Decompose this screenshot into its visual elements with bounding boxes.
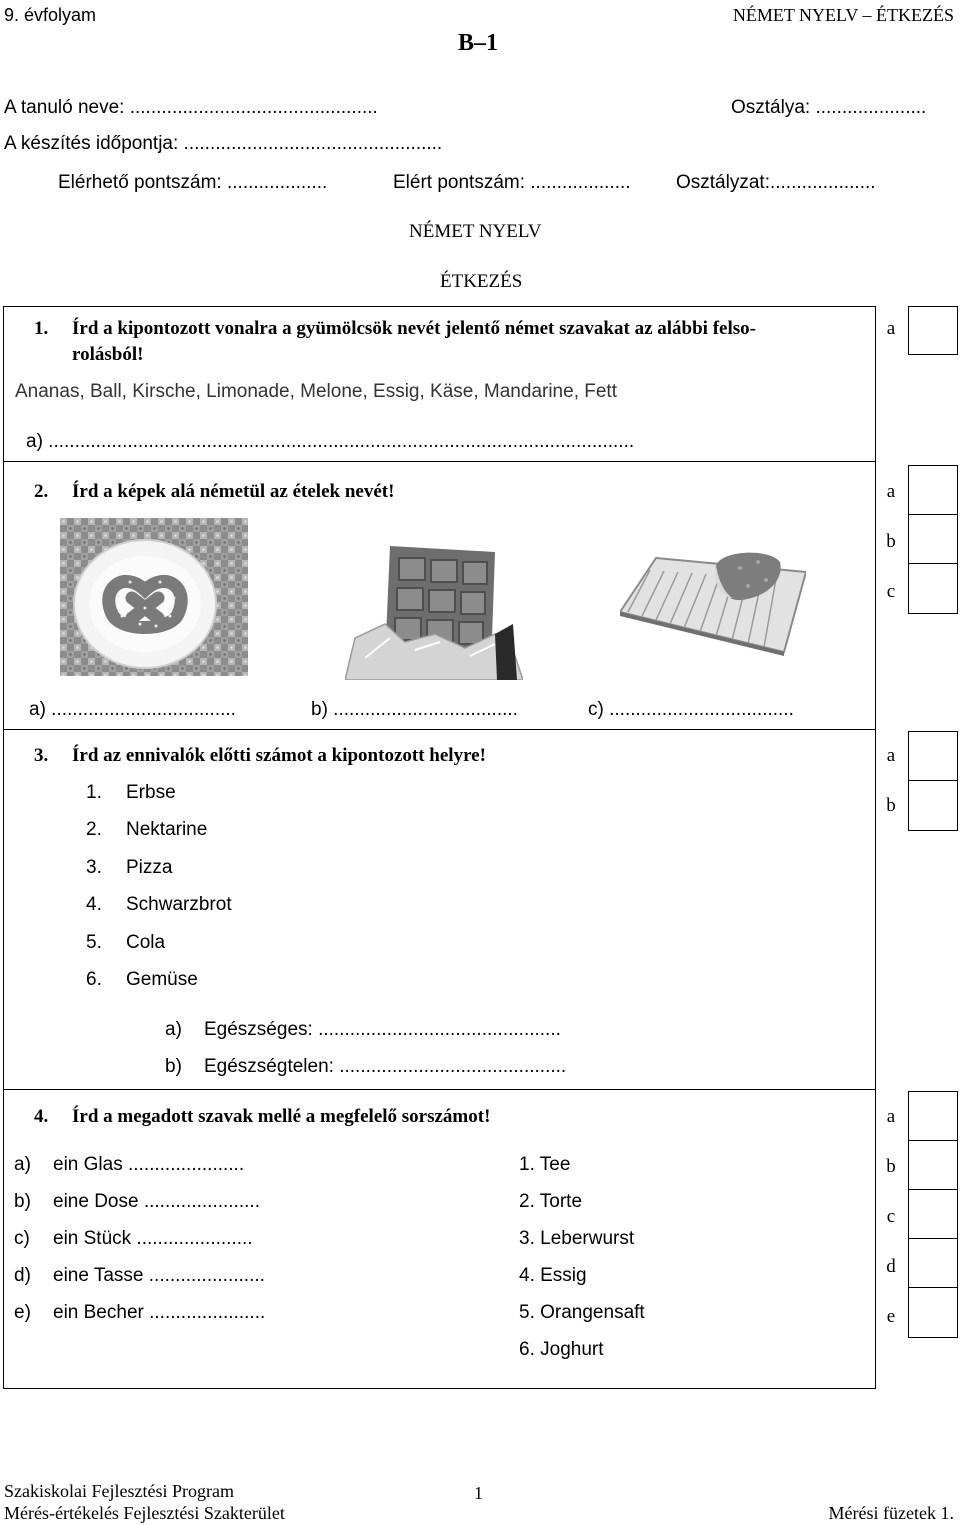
task2-score-letter-c: c [886, 581, 896, 602]
date-field[interactable]: A készítés időpontja: ................................................. [4, 133, 443, 154]
task3-item-word: Nektarine [126, 819, 208, 840]
frame-top [3, 306, 876, 307]
test-code: B–1 [458, 30, 499, 56]
available-points-field[interactable]: Elérhető pontszám: ................... [58, 172, 328, 193]
task4-score-letter-b: b [886, 1156, 896, 1177]
task4-left-letter: b) [14, 1191, 31, 1212]
task3-item-word: Gemüse [126, 969, 198, 990]
task3-answer-b-letter: b) [165, 1056, 182, 1077]
task4-left-letter: a) [14, 1154, 31, 1175]
task4-score-box-b[interactable] [908, 1140, 958, 1191]
task2-score-box-a[interactable] [908, 465, 958, 516]
task4-right-item: 6. Joghurt [519, 1339, 604, 1360]
frame-left [3, 306, 4, 1389]
task4-score-box-c[interactable] [908, 1189, 958, 1240]
grade-field[interactable]: Osztályzat:.................... [676, 172, 876, 193]
task4-score-letter-e: e [886, 1306, 896, 1327]
pretzel-image [60, 518, 248, 676]
task3-instruction: Írd az ennivalók előtti számot a kipontozott helyre! [72, 745, 486, 766]
task1-answer-a[interactable]: a) ............................................................................................................... [26, 431, 635, 452]
task4-right-item: 5. Orangensaft [519, 1302, 645, 1323]
task3-score-box-a[interactable] [908, 731, 958, 782]
task4-left-item[interactable]: eine Tasse ...................... [53, 1265, 265, 1286]
task2-score-letter-a: a [886, 481, 896, 502]
task3-item-num: 5. [86, 932, 102, 953]
topic-title: ÉTKEZÉS [440, 271, 523, 292]
task3-item-num: 4. [86, 894, 102, 915]
divider-3 [3, 1089, 876, 1090]
task4-score-box-a[interactable] [908, 1091, 958, 1142]
main-title: NÉMET NYELV [409, 221, 542, 242]
task3-item-num: 1. [86, 782, 102, 803]
task1-number: 1. [34, 318, 49, 339]
task2-score-box-b[interactable] [908, 514, 958, 565]
frame-bottom [3, 1388, 876, 1389]
achieved-points-field[interactable]: Elért pontszám: ................... [393, 172, 631, 193]
task3-item-num: 3. [86, 857, 102, 878]
task2-answer-a[interactable]: a) ................................... [29, 699, 236, 720]
task4-right-item: 1. Tee [519, 1154, 571, 1175]
task4-right-item: 3. Leberwurst [519, 1228, 635, 1249]
task2-score-letter-b: b [886, 531, 896, 552]
task4-left-letter: c) [14, 1228, 30, 1249]
task2-answer-b[interactable]: b) ................................... [311, 699, 518, 720]
task4-score-letter-a: a [886, 1106, 896, 1127]
task3-item-num: 6. [86, 969, 102, 990]
task1-word-list: Ananas, Ball, Kirsche, Limonade, Melone, Essig, Käse, Mandarine, Fett [15, 381, 617, 402]
task3-number: 3. [34, 745, 49, 766]
footer-booklet: Mérési füzetek 1. [828, 1503, 954, 1523]
task4-right-item: 4. Essig [519, 1265, 587, 1286]
divider-2 [3, 729, 876, 730]
task4-left-item[interactable]: eine Dose ...................... [53, 1191, 260, 1212]
divider-1 [3, 461, 876, 462]
class-field[interactable]: Osztálya: ..................... [731, 97, 927, 118]
task2-number: 2. [34, 481, 49, 502]
task3-answer-unhealthy[interactable]: Egészségtelen: ........................................... [204, 1056, 567, 1077]
task3-item-word: Schwarzbrot [126, 894, 232, 915]
task3-score-box-b[interactable] [908, 780, 958, 831]
student-name-field[interactable]: A tanuló neve: ............................................... [4, 97, 378, 118]
grade-label: 9. évfolyam [4, 5, 97, 25]
task4-score-letter-d: d [886, 1256, 896, 1277]
task3-item-word: Erbse [126, 782, 176, 803]
task2-answer-c[interactable]: c) ................................... [588, 699, 794, 720]
task3-item-num: 2. [86, 819, 102, 840]
task2-score-box-c[interactable] [908, 563, 958, 614]
task4-number: 4. [34, 1106, 49, 1127]
task3-item-word: Pizza [126, 857, 173, 878]
task3-item-word: Cola [126, 932, 166, 953]
task1-instruction-line2: rolásból! [72, 344, 144, 365]
task3-score-letter-a: a [886, 745, 896, 766]
task4-left-item[interactable]: ein Glas ...................... [53, 1154, 245, 1175]
task4-right-item: 2. Torte [519, 1191, 583, 1212]
chocolate-image [345, 538, 523, 680]
task3-score-letter-b: b [886, 795, 896, 816]
page-number: 1 [474, 1483, 483, 1503]
task4-left-letter: e) [14, 1302, 31, 1323]
task3-answer-healthy[interactable]: Egészséges: .............................................. [204, 1019, 561, 1040]
subject-label: NÉMET NYELV – ÉTKEZÉS [732, 5, 954, 25]
task3-answer-a-letter: a) [165, 1019, 182, 1040]
task4-left-item[interactable]: ein Stück ...................... [53, 1228, 253, 1249]
task1-score-letter-a: a [886, 318, 896, 339]
footer-program: Szakiskolai Fejlesztési Program [4, 1481, 234, 1501]
task1-instruction-line1: Írd a kipontozott vonalra a gyümölcsök nevét jelentő német szavakat az alábbi felso- [72, 318, 756, 339]
task4-instruction: Írd a megadott szavak mellé a megfelelő sorszámot! [72, 1106, 491, 1127]
task1-score-box-a[interactable] [908, 306, 958, 355]
bread-image [620, 548, 806, 656]
task4-left-item[interactable]: ein Becher ...................... [53, 1302, 266, 1323]
task4-score-letter-c: c [886, 1206, 896, 1227]
footer-department: Mérés-értékelés Fejlesztési Szakterület [4, 1503, 285, 1523]
task4-score-box-d[interactable] [908, 1238, 958, 1289]
task4-score-box-e[interactable] [908, 1287, 958, 1338]
task2-instruction: Írd a képek alá németül az ételek nevét! [72, 481, 395, 502]
task4-left-letter: d) [14, 1265, 31, 1286]
